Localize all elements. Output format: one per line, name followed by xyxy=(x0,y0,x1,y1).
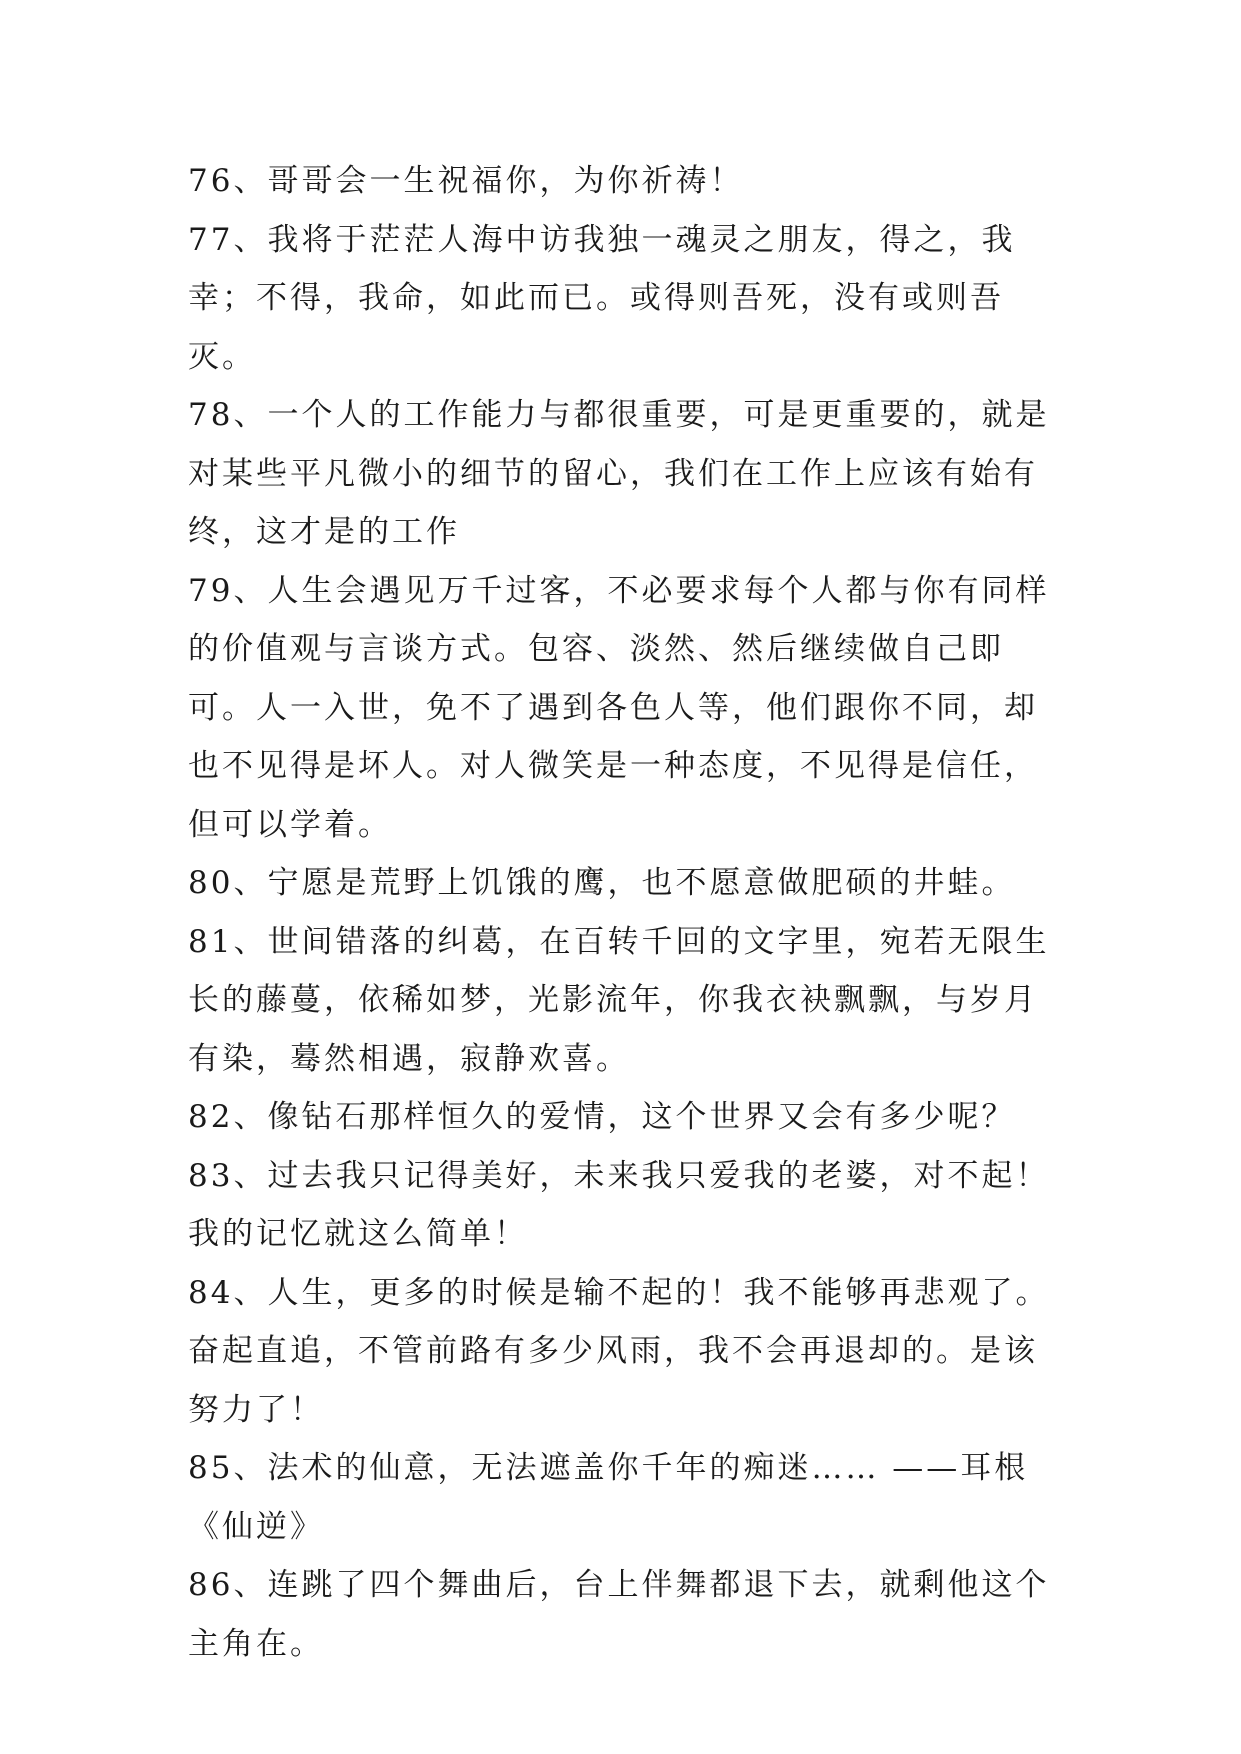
list-item: 83、过去我只记得美好，未来我只爱我的老婆，对不起！我的记忆就这么简单！ xyxy=(188,1157,1050,1252)
list-item: 80、宁愿是荒野上饥饿的鹰，也不愿意做肥硕的井蛙。 xyxy=(188,865,1016,901)
list-item: 81、世间错落的纠葛，在百转千回的文字里，宛若无限生长的藤蔓，依稀如梦，光影流年，你我衣袂飘飘，与岁月有染，蓦然相遇，寂静欢喜。 xyxy=(188,923,1050,1077)
list-item: 77、我将于茫茫人海中访我独一魂灵之朋友，得之，我幸；不得，我命，如此而已。或得则吾死，没有或则吾灭。 xyxy=(188,221,1016,375)
list-item: 85、法术的仙意，无法遮盖你千年的痴迷…… ——耳根《仙逆》 xyxy=(188,1450,1029,1545)
list-item: 82、像钻石那样恒久的爱情，这个世界又会有多少呢？ xyxy=(188,1099,1016,1135)
list-item: 76、哥哥会一生祝福你，为你祈祷！ xyxy=(188,163,744,199)
list-item: 84、人生，更多的时候是输不起的！我不能够再悲观了。奋起直追，不管前路有多少风雨，我不会再退却的。是该努力了！ xyxy=(188,1274,1050,1428)
list-item: 79、人生会遇见万千过客，不必要求每个人都与你有同样的价值观与言谈方式。包容、淡然、然后继续做自己即可。人一入世，免不了遇到各色人等，他们跟你不同，却也不见得是坏人。对人微笑是一种态度，不见得是信任，但可以学着。 xyxy=(188,572,1050,843)
list-item: 86、连跳了四个舞曲后，台上伴舞都退下去，就剩他这个主角在。 xyxy=(188,1567,1050,1662)
list-item: 78、一个人的工作能力与都很重要，可是更重要的，就是对某些平凡微小的细节的留心，我们在工作上应该有始有终，这才是的工作 xyxy=(188,397,1050,550)
document-body xyxy=(188,152,1058,1673)
